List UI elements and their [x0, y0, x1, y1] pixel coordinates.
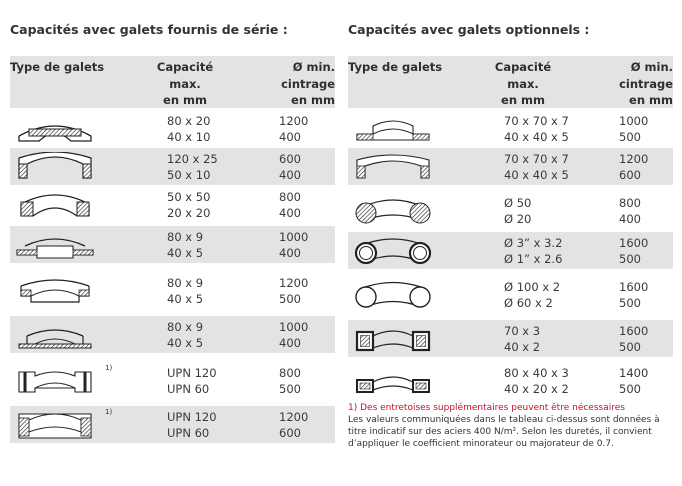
capacity-cell: 70 x 3 40 x 2	[504, 324, 541, 354]
diameter-cell: 1000 400	[279, 320, 309, 350]
table-row	[348, 148, 673, 185]
table-row	[10, 186, 335, 223]
square-tube-icon	[353, 324, 433, 354]
capacity-cell: 120 x 25 50 x 10	[167, 152, 218, 182]
footnote-marker: 1)	[105, 408, 113, 416]
table-row	[10, 226, 335, 263]
flat-bar-icon	[15, 114, 95, 144]
standard-table-header	[10, 56, 335, 108]
table-row	[10, 406, 335, 443]
diameter-cell: 1000 500	[619, 114, 649, 144]
diameter-cell: 800 400	[619, 196, 641, 226]
diameter-cell: 1000 400	[279, 230, 309, 260]
upn-channel-edge-icon	[15, 410, 95, 440]
table-row	[10, 362, 335, 399]
table-row	[10, 148, 335, 185]
capacity-cell: 80 x 9 40 x 5	[167, 230, 204, 260]
capacity-cell: 80 x 9 40 x 5	[167, 276, 204, 306]
table-row	[10, 110, 335, 147]
table-row	[348, 232, 673, 269]
angle-out-icon	[353, 114, 433, 144]
tee-profile-inverted-icon	[15, 276, 95, 306]
flat-bar-edge-icon	[15, 152, 95, 182]
capacity-cell: 70 x 70 x 7 40 x 40 x 5	[504, 152, 569, 182]
diameter-cell: 600 400	[279, 152, 301, 182]
header-roller-type: Type de galets	[348, 60, 443, 74]
square-bar-icon	[15, 190, 95, 220]
header-capacity: Capacité max. en mm	[494, 60, 552, 107]
round-tube-icon	[353, 280, 433, 310]
diameter-cell: 1400 500	[619, 366, 649, 396]
table-row	[348, 320, 673, 357]
table-row	[348, 110, 673, 147]
tee-profile-flat-icon	[15, 320, 95, 350]
disclaimer-note: Les valeurs communiquées dans le tableau ci-dessus sont données à titre indicatif sur des aciers 400 N/m². Selon les duretés, il convient d’appliquer le coefficient minorateur ou majorateur de 0.7.	[348, 415, 660, 449]
table-row	[10, 316, 335, 353]
diameter-cell: 1600 500	[619, 236, 649, 266]
header-min-diameter: Ø min. cintrage en mm	[281, 60, 335, 107]
header-capacity: Capacité max. en mm	[156, 60, 214, 107]
diameter-cell: 1600 500	[619, 280, 649, 310]
capacity-cell: 80 x 20 40 x 10	[167, 114, 211, 144]
header-roller-type: Type de galets	[10, 60, 105, 74]
table-row	[348, 276, 673, 313]
diameter-cell: 800 400	[279, 190, 301, 220]
table-row	[10, 272, 335, 309]
upn-channel-icon	[15, 366, 95, 396]
table-row	[348, 192, 673, 229]
tee-profile-icon	[15, 230, 95, 260]
capacity-cell: Ø 50 Ø 20	[504, 196, 532, 226]
diameter-cell: 1200 600	[279, 410, 309, 440]
capacity-cell: 70 x 70 x 7 40 x 40 x 5	[504, 114, 569, 144]
round-bar-icon	[353, 196, 433, 226]
diameter-cell: 1600 500	[619, 324, 649, 354]
diameter-cell: 1200 500	[279, 276, 309, 306]
capacity-cell: 80 x 40 x 3 40 x 20 x 2	[504, 366, 569, 396]
capacity-cell: Ø 3” x 3.2 Ø 1” x 2.6	[504, 236, 563, 266]
capacity-cell: 80 x 9 40 x 5	[167, 320, 204, 350]
table-row	[348, 362, 673, 399]
angle-in-icon	[353, 152, 433, 182]
standard-rollers-title: Capacités avec galets fournis de série :	[10, 22, 288, 37]
footnote-marker: 1)	[105, 364, 113, 372]
diameter-cell: 1200 400	[279, 114, 309, 144]
optional-rollers-title: Capacités avec galets optionnels :	[348, 22, 590, 37]
capacity-cell: 50 x 50 20 x 20	[167, 190, 211, 220]
table-notes	[348, 402, 668, 450]
header-min-diameter: Ø min. cintrage en mm	[619, 60, 673, 107]
capacity-cell: UPN 120 UPN 60	[167, 410, 217, 440]
rect-tube-icon	[353, 366, 433, 396]
diameter-cell: 800 500	[279, 366, 301, 396]
capacity-cell: Ø 100 x 2 Ø 60 x 2	[504, 280, 561, 310]
round-tube-small-icon	[353, 236, 433, 266]
optional-table-header	[348, 56, 673, 108]
capacity-cell: UPN 120 UPN 60	[167, 366, 217, 396]
footnote-spacers: 1) Des entretoises supplémentaires peuvent être nécessaires	[348, 403, 625, 413]
diameter-cell: 1200 600	[619, 152, 649, 182]
